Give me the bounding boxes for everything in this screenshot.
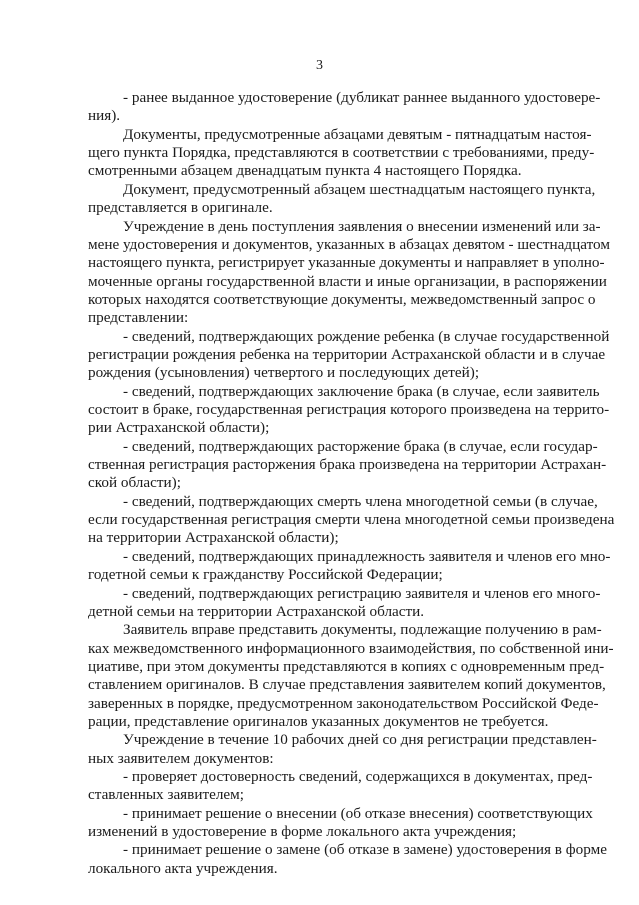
text-line: - принимает решение о замене (об отказе в замене) удостоверения в форме: [123, 841, 607, 859]
text-line: Учреждение в день поступления заявления о внесении изменений или за-: [123, 217, 601, 235]
text-line: локального акта учреждения.: [88, 859, 278, 877]
text-line: рации, представление оригиналов указанных документов не требуется.: [88, 712, 549, 730]
text-line: ской области);: [88, 474, 181, 492]
text-line: ставлением оригиналов. В случае представления заявителем копий документов,: [88, 676, 606, 694]
text-line: моченные органы государственной власти и иные организации, в распоряжении: [88, 272, 607, 290]
text-line: циативе, при этом документы представляются в копиях с одновременным пред-: [88, 657, 605, 675]
text-line: ных заявителем документов:: [88, 749, 274, 767]
text-line: Заявитель вправе представить документы, подлежащие получению в рам-: [123, 621, 602, 639]
text-line: ственная регистрация расторжения брака произведена на территории Астрахан-: [88, 456, 607, 473]
text-line: - проверяет достоверность сведений, содержащихся в документах, пред-: [123, 768, 593, 785]
text-line: Учреждение в течение 10 рабочих дней со дня регистрации представлен-: [123, 731, 597, 749]
page-number: 3: [316, 58, 323, 73]
text-line: ках межведомственного информационного взаимодействия, по собственной ини-: [88, 639, 614, 657]
text-line: состоит в браке, государственная регистрация которого произведена на террито-: [88, 401, 610, 418]
text-line: - сведений, подтверждающих принадлежность заявителя и членов его мно-: [123, 547, 611, 565]
text-line: - принимает решение о внесении (об отказе внесения) соответствующих: [123, 804, 593, 822]
text-line: - сведений, подтверждающих расторжение брака (в случае, если государ-: [123, 437, 598, 455]
text-line: на территории Астраханской области);: [88, 529, 339, 547]
text-line: заверенных в порядке, предусмотренном законодательством Российской Феде-: [88, 694, 599, 712]
text-line: - сведений, подтверждающих рождение ребенка (в случае государственной: [123, 327, 610, 345]
text-line: рии Астраханской области);: [88, 419, 270, 437]
text-line: ставленных заявителем;: [88, 786, 244, 804]
text-line: - сведений, подтверждающих регистрацию заявителя и членов его много-: [123, 584, 601, 602]
text-line: настоящего пункта, регистрирует указанные документы и направляет в уполно-: [88, 254, 605, 272]
text-line: - ранее выданное удостоверение (дубликат раннее выданного удостовере-: [123, 89, 601, 106]
text-line: годетной семьи к гражданству Российской Федерации;: [88, 566, 443, 584]
text-line: смотренными абзацем двенадцатым пункта 4 настоящего Порядка.: [88, 162, 522, 180]
text-line: если государственная регистрация смерти члена многодетной семьи произведена: [88, 511, 615, 529]
text-line: щего пункта Порядка, представляются в соответствии с требованиями, преду-: [88, 144, 595, 162]
text-line: детной семьи на территории Астраханской области.: [88, 602, 425, 620]
text-line: мене удостоверения и документов, указанных в абзацах девятом - шестнадцатом: [88, 235, 610, 253]
text-line: Документы, предусмотренные абзацами девятым - пятнадцатым настоя-: [123, 125, 592, 143]
text-line: которых находятся соответствующие документы, межведомственный запрос о: [88, 290, 596, 308]
text-line: - сведений, подтверждающих заключение брака (в случае, если заявитель: [123, 382, 600, 400]
text-line: изменений в удостоверение в форме локального акта учреждения;: [88, 823, 517, 840]
text-line: - сведений, подтверждающих смерть члена многодетной семьи (в случае,: [123, 492, 598, 510]
text-line: представляется в оригинале.: [88, 199, 273, 217]
text-line: рождения (усыновления) четвертого и последующих детей);: [88, 364, 480, 382]
text-line: Документ, предусмотренный абзацем шестнадцатым настоящего пункта,: [123, 180, 596, 198]
text-line: представлении:: [88, 309, 189, 327]
text-line: ния).: [88, 107, 121, 125]
text-line: регистрации рождения ребенка на территории Астраханской области и в случае: [88, 345, 606, 363]
